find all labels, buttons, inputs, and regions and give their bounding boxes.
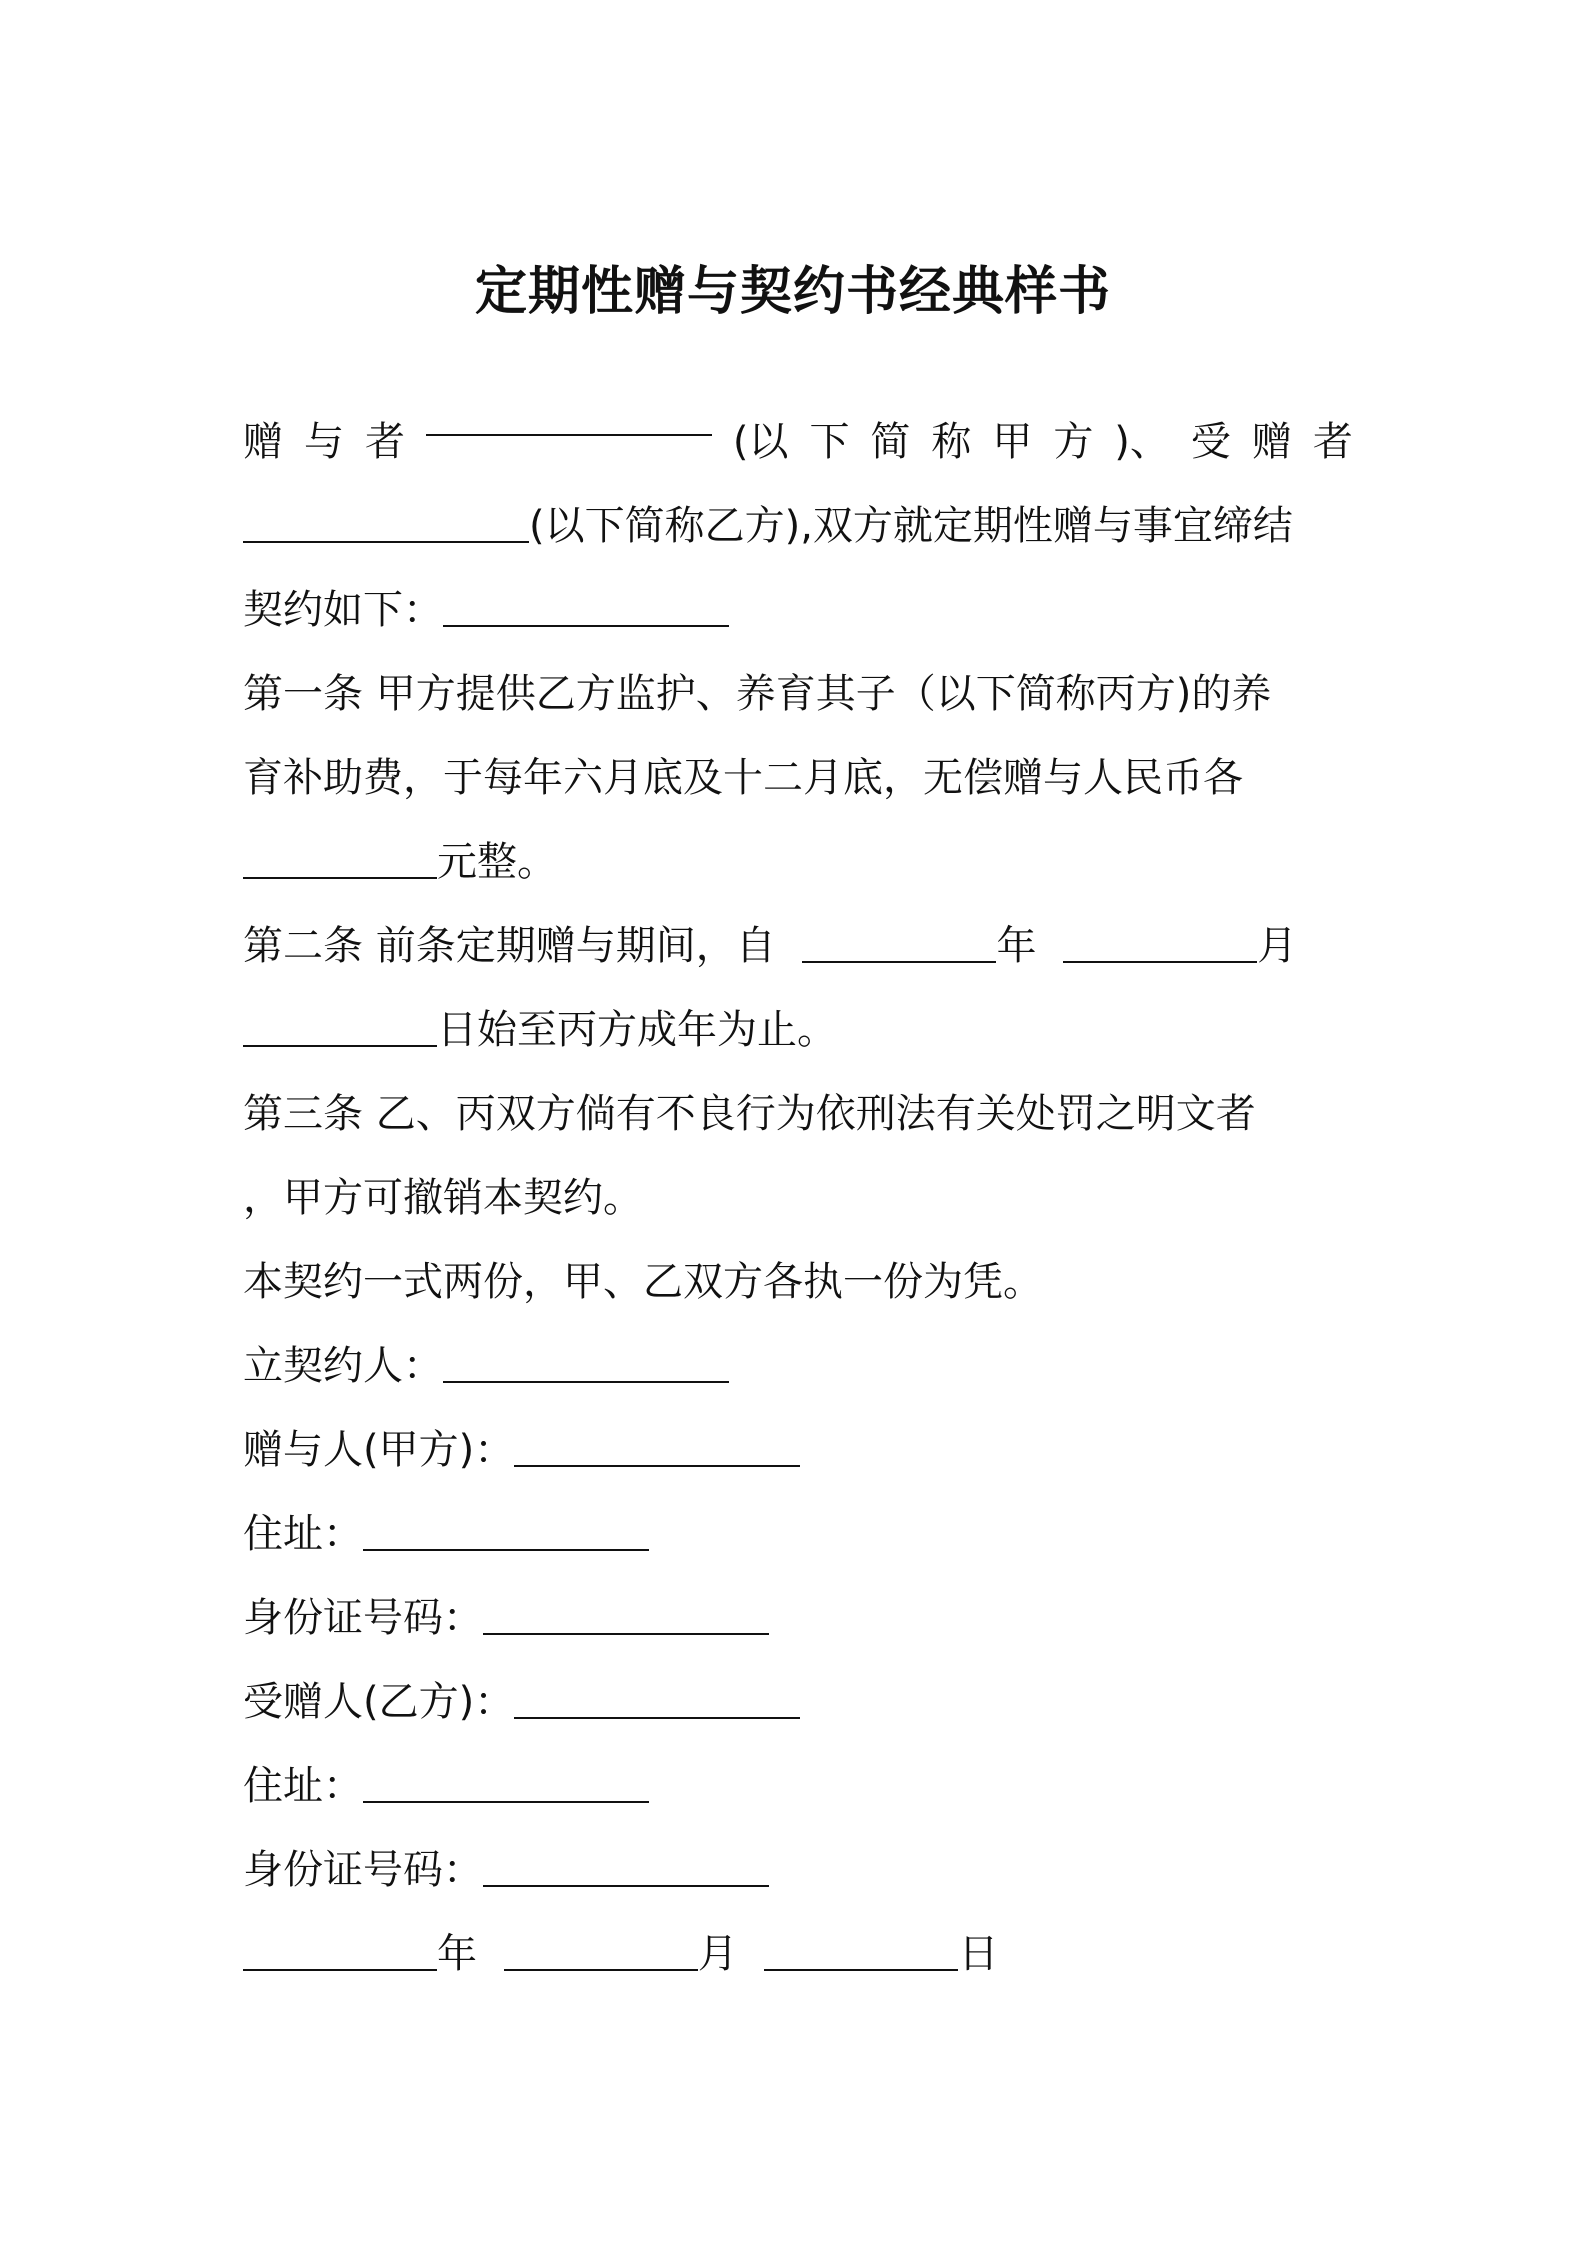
article-2-prefix: 第二条 前条定期赠与期间，自 bbox=[243, 923, 776, 969]
donee-name-blank[interactable] bbox=[243, 507, 529, 543]
donor-address-line bbox=[243, 1492, 1353, 1576]
donee-id-line bbox=[243, 1828, 1353, 1912]
article-1-line-1: 第一条 甲方提供乙方监护、养育其子（以下简称丙方)的养 bbox=[243, 671, 1272, 717]
article-3-line-1: 第三条 乙、丙双方倘有不良行为依刑法有关处罚之明文者 bbox=[243, 1091, 1256, 1137]
intro-line-3-text: 契约如下： bbox=[243, 587, 443, 633]
article-2-suffix: 日始至丙方成年为止。 bbox=[437, 1007, 837, 1053]
intro-line-2-text: (以下简称乙方),双方就定期性赠与事宜缔结 bbox=[529, 503, 1293, 549]
donor-line bbox=[243, 1408, 1353, 1492]
donor-label: 赠与人(甲方)： bbox=[243, 1427, 515, 1473]
intro-alias-char: 下 bbox=[809, 419, 850, 465]
intro-alias-char: 称 bbox=[931, 419, 972, 465]
date-year-blank[interactable] bbox=[243, 1935, 437, 1971]
intro-alias-char: 赠 bbox=[1251, 419, 1292, 465]
document-title: 定期性赠与契约书经典样书 bbox=[474, 262, 1111, 322]
intro-alias-char: (以 bbox=[732, 419, 789, 465]
donor-id-line bbox=[243, 1576, 1353, 1660]
donee-address-label: 住址： bbox=[243, 1763, 363, 1809]
amount-blank[interactable] bbox=[243, 843, 437, 879]
start-day-blank[interactable] bbox=[243, 1011, 437, 1047]
article-1-line-3 bbox=[243, 820, 1353, 904]
donor-signature-blank[interactable] bbox=[514, 1431, 800, 1467]
donee-line bbox=[243, 1660, 1353, 1744]
article-2-month: 月 bbox=[1257, 923, 1298, 969]
intro-donor-char: 赠 bbox=[243, 419, 283, 465]
intro-donor-char: 与 bbox=[303, 419, 344, 465]
copies-clause: 本契约一式两份，甲、乙双方各执一份为凭。 bbox=[243, 1259, 1043, 1305]
signer-line bbox=[243, 1324, 1353, 1408]
intro-line-1 bbox=[243, 400, 1353, 484]
intro-donor-char: 者 bbox=[364, 419, 405, 465]
donee-label: 受赠人(乙方)： bbox=[243, 1679, 515, 1725]
signer-label: 立契约人： bbox=[243, 1343, 443, 1389]
intro-alias-char: 受 bbox=[1190, 419, 1231, 465]
contract-body bbox=[243, 400, 1353, 1996]
donor-name-blank[interactable] bbox=[426, 400, 712, 436]
date-day-label: 日 bbox=[958, 1931, 999, 1977]
article-2-line-2 bbox=[243, 988, 1353, 1072]
date-line bbox=[243, 1912, 1353, 1996]
article-2-year: 年 bbox=[996, 923, 1037, 969]
intro-alias-char: 简 bbox=[870, 419, 911, 465]
donor-id-blank[interactable] bbox=[483, 1599, 769, 1635]
date-month-blank[interactable] bbox=[504, 1935, 698, 1971]
date-month-label: 月 bbox=[697, 1931, 738, 1977]
donee-id-blank[interactable] bbox=[483, 1851, 769, 1887]
donee-address-line bbox=[243, 1744, 1353, 1828]
start-year-blank[interactable] bbox=[802, 927, 996, 963]
article-2-line-1 bbox=[243, 904, 1353, 988]
date-day-blank[interactable] bbox=[764, 1935, 958, 1971]
date-year-label: 年 bbox=[437, 1931, 477, 1977]
article-3-line-2: ，甲方可撤销本契约。 bbox=[243, 1175, 643, 1221]
intro-alias-char: 者 bbox=[1312, 419, 1353, 465]
intro-alias-char: )、 bbox=[1114, 419, 1170, 465]
article-1-line-2: 育补助费，于每年六月底及十二月底，无偿赠与人民币各 bbox=[243, 755, 1243, 801]
intro-line-3 bbox=[243, 568, 1353, 652]
donor-address-blank[interactable] bbox=[363, 1515, 649, 1551]
intro-alias-char: 甲 bbox=[992, 419, 1033, 465]
donee-signature-blank[interactable] bbox=[514, 1683, 800, 1719]
start-month-blank[interactable] bbox=[1063, 927, 1257, 963]
donee-address-blank[interactable] bbox=[363, 1767, 649, 1803]
intro-blank[interactable] bbox=[443, 591, 729, 627]
donee-id-label: 身份证号码： bbox=[243, 1847, 483, 1893]
donor-address-label: 住址： bbox=[243, 1511, 363, 1557]
article-1-suffix: 元整。 bbox=[437, 839, 557, 885]
signer-blank[interactable] bbox=[443, 1347, 729, 1383]
intro-alias-char: 方 bbox=[1053, 419, 1094, 465]
donor-id-label: 身份证号码： bbox=[243, 1595, 483, 1641]
intro-line-2 bbox=[243, 484, 1353, 568]
